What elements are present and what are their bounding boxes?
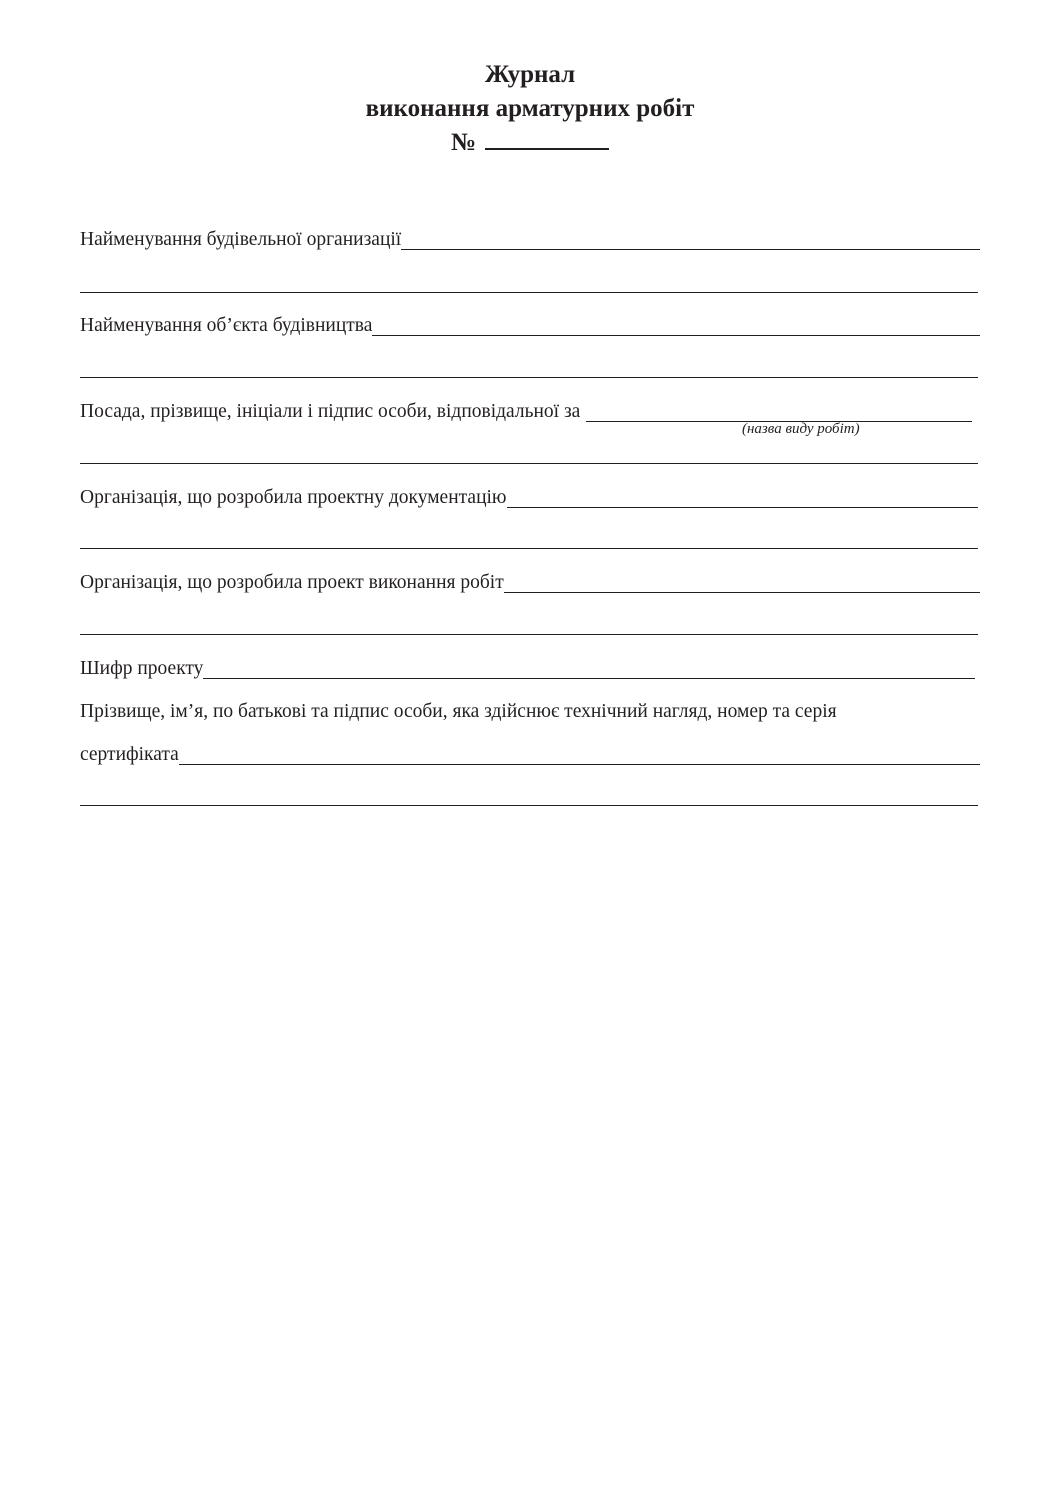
design-doc-org-row: [80, 486, 978, 510]
design-doc-org-label: Організація, що розробила проектну документацію: [80, 487, 507, 508]
design-doc-org-extra-line[interactable]: [80, 548, 978, 549]
work-project-org-extra-line[interactable]: [80, 634, 978, 635]
construction-org-label: Найменування будівельної организації: [80, 229, 402, 250]
construction-object-field[interactable]: [372, 315, 980, 336]
responsible-person-label: Посада, прізвище, ініціали і підпис особи, відповідальної за: [80, 401, 581, 422]
journal-number: [451, 126, 609, 160]
construction-org-row: [80, 228, 980, 252]
number-sign: №: [450, 129, 477, 156]
work-type-caption: (назва виду робіт): [742, 421, 860, 437]
construction-object-row: [80, 314, 980, 338]
supervisor-extra-line[interactable]: [80, 805, 978, 806]
project-code-row: [80, 657, 975, 681]
design-doc-org-field[interactable]: [507, 487, 979, 508]
construction-object-extra-line[interactable]: [80, 377, 978, 378]
journal-number-field[interactable]: [485, 126, 609, 150]
title-line-1: Журнал: [484, 61, 576, 88]
title-line-2: виконання арматурних робіт: [365, 95, 695, 122]
project-code-field[interactable]: [203, 658, 975, 679]
supervisor-field[interactable]: [179, 744, 980, 765]
work-project-org-field[interactable]: [504, 572, 980, 593]
construction-org-extra-line[interactable]: [80, 292, 978, 293]
construction-object-label: Найменування об’єкта будівництва: [80, 315, 373, 336]
project-code-label: Шифр проекту: [80, 658, 204, 679]
responsible-person-extra-line[interactable]: [80, 463, 978, 464]
supervisor-row: [80, 743, 980, 767]
work-project-org-label: Організація, що розробила проект виконання робіт: [80, 572, 504, 593]
work-project-org-row: [80, 571, 980, 595]
construction-org-field[interactable]: [401, 229, 980, 250]
responsible-work-type-field[interactable]: [586, 401, 972, 422]
supervisor-label-line-1: Прізвище, ім’я, по батькові та підпис особи, яка здійснює технічний нагляд, номер та серія: [80, 701, 837, 722]
document-title: [0, 58, 1060, 160]
supervisor-label-line-2: сертифіката: [80, 744, 179, 765]
